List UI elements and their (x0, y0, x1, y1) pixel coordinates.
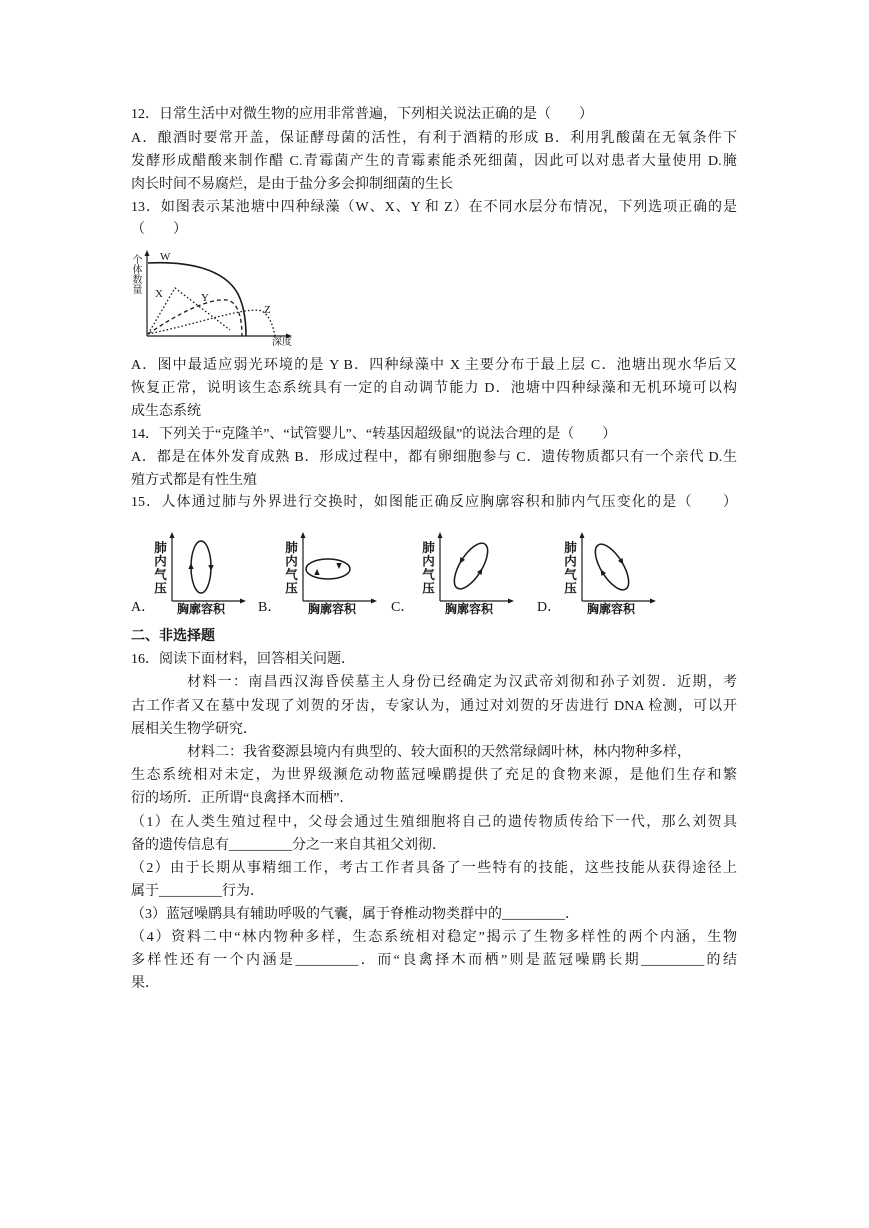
figure-choice-b (276, 529, 381, 619)
y-axis-label: 肺内气压 (420, 541, 435, 595)
y-axis-arrow (301, 532, 306, 538)
direction-arrow (457, 557, 465, 565)
question-12-option-line: A．酿酒时要常开盖，保证酵母菌的活性，有利于酒精的形成 B．利用乳酸菌在无氧条件下 (131, 131, 737, 146)
material-2-line: 衍的场所．正所谓“良禽择木而栖”． (131, 791, 354, 806)
pressure-volume-loop (191, 541, 211, 593)
material-1-line: 古工作者又在墓中发现了刘贺的牙齿，专家认为，通过对刘贺的牙齿进行 DNA 检测，可以开 (131, 699, 737, 714)
direction-arrow (598, 568, 606, 576)
direction-arrow (208, 565, 213, 571)
pressure-volume-loop (448, 538, 494, 594)
direction-arrow (336, 563, 341, 569)
x-axis-label: 胸廓容积 (587, 602, 636, 616)
y-axis-arrow (170, 532, 175, 538)
x-axis-arrow (240, 599, 246, 604)
sub-question-2-line: （2）由于长期从事精细工作，考古工作者具备了一些特有的技能，这些技能从获得途径上 (131, 861, 737, 876)
y-axis-label: 个体数量 (130, 254, 141, 294)
curve-z-label: Z (264, 304, 271, 316)
x-axis-arrow (371, 599, 377, 604)
direction-arrow (477, 567, 485, 575)
algae-depth-figure (128, 248, 296, 350)
curve-y (148, 300, 242, 336)
question-13-option-line: 恢复正常，说明该生态系统具有一定的自动调节能力 D．池塘中四种绿藻和无机环境可以构 (131, 381, 737, 396)
y-axis-label: 肺内气压 (152, 541, 167, 595)
question-16-stem: 16．阅读下面材料，回答相关问题． (131, 652, 355, 667)
algae-depth-graph (128, 248, 296, 350)
question-13-stem-bracket: （ ） (131, 222, 187, 237)
question-13-option-line: A．图中最适应弱光环境的是 Y B．四种绿藻中 X 主要分布于最上层 C．池塘出现水华后又 (131, 358, 737, 373)
x-axis-arrow (650, 599, 656, 604)
y-axis-arrow (438, 532, 443, 538)
sub-question-4-line: （4）资料二中“林内物种多样，生态系统相对稳定”揭示了生物多样性的两个内涵，生物 (131, 930, 737, 945)
question-14-option-line: A．都是在体外发育成熟 B．形成过程中，都有卵细胞参与 C．遗传物质都只有一个亲代 D.生 (131, 450, 737, 465)
figure-choice-a (145, 529, 250, 619)
sub-question-4-line: 多样性还有一个内涵是_________．而“良禽择木而栖”则是蓝冠噪鹛长期_________的结 (131, 953, 737, 968)
choice-a-letter: A． (131, 600, 156, 615)
curve-z (148, 310, 275, 336)
question-15-stem: 15．人体通过肺与外界进行交换时，如图能正确反应胸廓容积和肺内气压变化的是（ ） (131, 495, 737, 510)
material-1-line: 展相关生物学研究． (131, 722, 257, 737)
curve-y-label: Y (201, 292, 209, 304)
question-12-option-line: 发酵形成醋酸来制作醋 C.青霉菌产生的青霉素能杀死细菌，因此可以对患者大量使用 D.腌 (131, 154, 737, 169)
section-title: 二、非选择题 (131, 629, 215, 644)
x-axis-label: 胸廓容积 (308, 602, 357, 616)
sub-question-2-line: 属于_________行为． (131, 884, 264, 899)
sub-question-4-line: 果． (131, 976, 159, 991)
direction-arrow (188, 563, 193, 569)
y-axis-label: 肺内气压 (283, 541, 298, 595)
choice-b-letter: B． (258, 600, 282, 615)
direction-arrow (618, 558, 626, 566)
x-axis-label: 胸廓容积 (177, 602, 226, 616)
question-13-stem: 13．如图表示某池塘中四种绿藻（W、X、Y 和 Z）在不同水层分布情况，下列选项正确的是 (131, 200, 737, 215)
curve-x-label: X (155, 288, 163, 300)
material-2-line: 材料二：我省婺源县境内有典型的、较大面积的天然常绿阔叶林，林内物种多样， (187, 745, 691, 760)
figure-choice-c (413, 529, 518, 619)
material-1-line: 材料一：南昌西汉海昏侯墓主人身份已经确定为汉武帝刘彻和孙子刘贺．近期，考 (187, 675, 737, 690)
pressure-volume-loop (306, 559, 350, 579)
x-axis-label: 深度 (272, 337, 292, 348)
question-14-option-line: 殖方式都是有性生殖 (131, 473, 257, 488)
x-axis-label: 胸廓容积 (445, 602, 494, 616)
y-axis-arrow (145, 250, 150, 256)
choice-d-letter: D． (537, 600, 562, 615)
material-2-line: 生态系统相对未定，为世界级濒危动物蓝冠噪鹛提供了充足的食物来源，是他们生存和繁 (131, 768, 737, 783)
question-12-stem: 12．日常生活中对微生物的应用非常普遍，下列相关说法正确的是（ ） (131, 107, 593, 122)
sub-question-1-line: 备的遗传信息有_________分之一来自其祖父刘彻． (131, 838, 446, 853)
figure-choice-d (555, 529, 660, 619)
question-12-option-line: 肉长时间不易腐烂，是由于盐分多会抑制细菌的生长 (131, 177, 453, 192)
sub-question-1-line: （1）在人类生殖过程中，父母会通过生殖细胞将自己的遗传物质传给下一代，那么刘贺具 (131, 815, 737, 830)
question-13-option-line: 成生态系统 (131, 404, 201, 419)
y-axis-arrow (580, 532, 585, 538)
sub-question-3-line: （3）蓝冠噪鹛具有辅助呼吸的气囊，属于脊椎动物类群中的_________． (131, 907, 579, 922)
question-14-stem: 14．下列关于“克隆羊”、“试管婴儿”、“转基因超级鼠”的说法合理的是（ ） (131, 427, 617, 442)
curve-w-label: W (160, 251, 171, 263)
x-axis-arrow (508, 599, 514, 604)
y-axis-label: 肺内气压 (562, 541, 577, 595)
choice-c-letter: C． (391, 600, 415, 615)
direction-arrow (314, 569, 319, 575)
pressure-volume-loop (589, 539, 635, 595)
